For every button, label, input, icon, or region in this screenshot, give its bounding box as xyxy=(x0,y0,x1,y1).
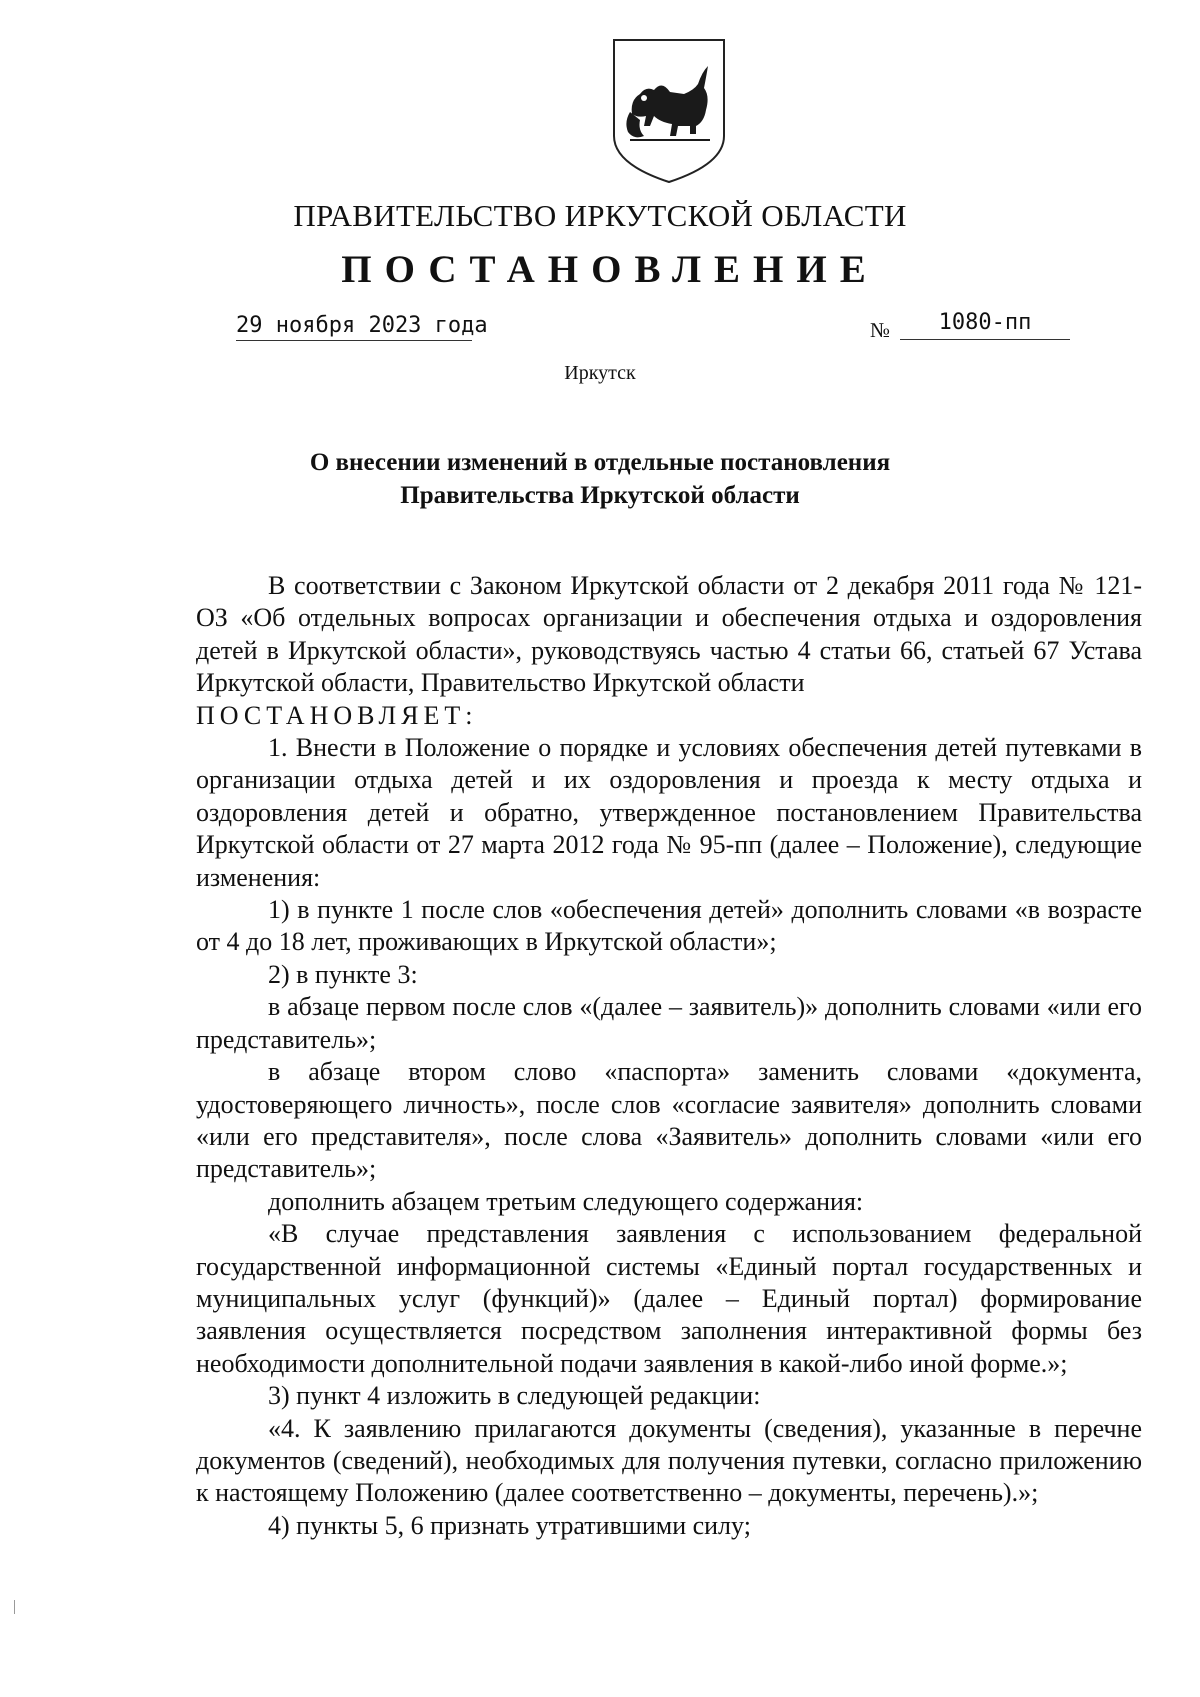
government-name: ПРАВИТЕЛЬСТВО ИРКУТСКОЙ ОБЛАСТИ xyxy=(293,198,907,233)
scan-margin-mark xyxy=(14,1600,15,1614)
paragraph-subitem-1: 1) в пункте 1 после слов «обеспечения детей» дополнить словами «в возрасте от 4 до 18 лет, проживающих в Иркутской области»; xyxy=(196,895,1142,957)
number-sign: № xyxy=(870,318,891,342)
subject-line-1: О внесении изменений в отдельные постановления xyxy=(309,449,891,476)
document-date: 29 ноября 2023 года xyxy=(236,313,472,341)
document-type-title: ПОСТАНОВЛЕНИЕ xyxy=(341,248,879,291)
paragraph-abzac-1: в абзаце первом после слов «(далее – заявитель)» дополнить словами «или его представитель»; xyxy=(196,992,1142,1054)
paragraph-abzac-3-text: «В случае представления заявления с использованием федеральной государственной информационной системы «Единый портал государственных и муниципальных услуг (функций)» (далее – Единый портал) формирование заявления осуществляется посредством заполнения интерактивной формы без необходимости дополнительной подачи заявления в какой-либо иной форме.»; xyxy=(196,1219,1142,1378)
irkutsk-babr-coat-of-arms-icon xyxy=(610,36,728,186)
document-number: 1080-пп xyxy=(900,310,1070,340)
document-body xyxy=(196,570,1142,1542)
paragraph-preamble: В соответствии с Законом Иркутской области от 2 декабря 2011 года № 121-ОЗ «Об отдельных вопросах организации и обеспечения отдыха и оздоровления детей в Иркутской области», руководствуясь частью 4 статьи 66, статьей 67 Устава Иркутской области, Правительство Иркутской области xyxy=(196,571,1142,698)
paragraph-subitem-3: 3) пункт 4 изложить в следующей редакции: xyxy=(268,1381,761,1411)
paragraph-subitem-4: 4) пункты 5, 6 признать утратившими силу; xyxy=(268,1510,751,1540)
paragraph-item-4-text: «4. К заявлению прилагаются документы (сведения), указанные в перечне документов (сведений), необходимых для получения путевки, согласно приложению к настоящему Положению (далее соответственно – документы, перечень).»; xyxy=(196,1413,1142,1508)
paragraph-abzac-2: в абзаце втором слово «паспорта» заменить словами «документа, удостоверяющего личность», после слов «согласие заявителя» дополнить словами «или его представителя», после слова «Заявитель» дополнить словами «или его представитель»; xyxy=(196,1057,1142,1184)
city-name: Иркутск xyxy=(564,362,636,384)
subject-line-2: Правительства Иркутской области xyxy=(400,482,800,509)
paragraph-abzac-3-intro: дополнить абзацем третьим следующего содержания: xyxy=(268,1186,864,1216)
paragraph-item-1: 1. Внести в Положение о порядке и условиях обеспечения детей путевками в организации отдыха детей и их оздоровления и проезда к месту отдыха и оздоровления детей и обратно, утвержденное постановлением Правительства Иркутской области от 27 марта 2012 года № 95-пп (далее – Положение), следующие изменения: xyxy=(196,733,1142,892)
document-subject xyxy=(0,446,1200,512)
paragraph-subitem-2: 2) в пункте 3: xyxy=(268,959,418,989)
paragraph-resolves: ПОСТАНОВЛЯЕТ: xyxy=(196,700,478,730)
